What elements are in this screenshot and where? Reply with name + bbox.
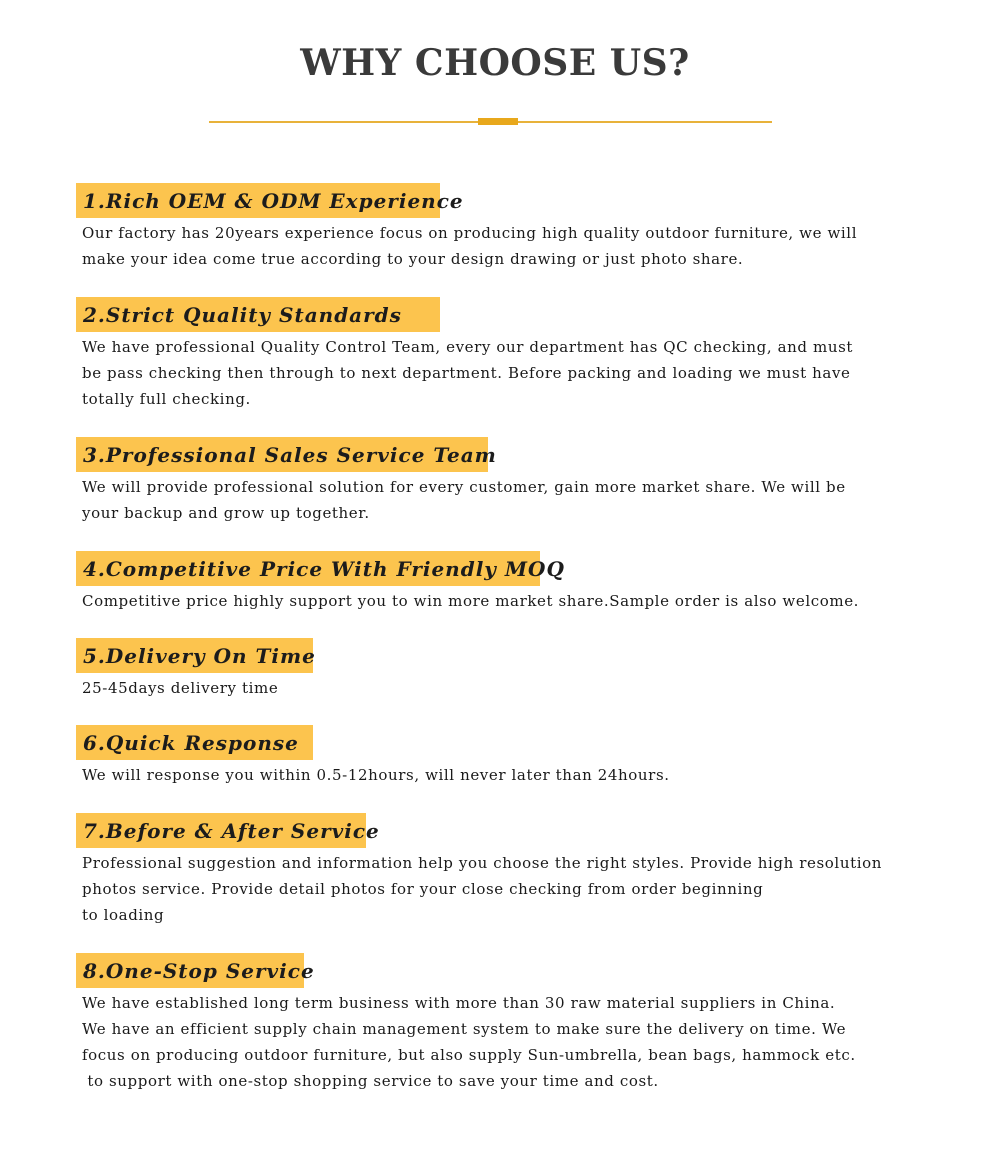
section-body — [82, 675, 313, 701]
page-title: WHY CHOOSE US? — [300, 42, 690, 84]
section-body — [82, 588, 859, 614]
section-body — [82, 474, 846, 526]
body-line: We will provide professional solution for every customer, gain more market share. We will be — [82, 478, 846, 496]
section-heading: 8.One-Stop Service — [76, 953, 304, 988]
section-body — [82, 334, 853, 412]
section-service — [76, 813, 882, 928]
body-line: We have an efficient supply chain management system to make sure the delivery on time. We — [82, 1020, 847, 1038]
section-one-stop — [76, 953, 856, 1094]
section-sales-team — [76, 437, 846, 526]
body-line: 25-45days delivery time — [82, 679, 279, 697]
body-line: to support with one-stop shopping service to save your time and cost. — [82, 1072, 659, 1090]
body-line: focus on producing outdoor furniture, but also supply Sun-umbrella, bean bags, hammock etc. — [82, 1046, 856, 1064]
section-oem-odm — [76, 183, 857, 272]
body-line: your backup and grow up together. — [82, 504, 370, 522]
section-response — [76, 725, 670, 788]
section-price-moq — [76, 551, 859, 614]
section-heading: 5.Delivery On Time — [76, 638, 313, 673]
section-quality — [76, 297, 853, 412]
body-line: We will response you within 0.5-12hours, will never later than 24hours. — [82, 766, 670, 784]
section-body — [82, 990, 856, 1094]
body-line: We have professional Quality Control Team, every our department has QC checking, and must — [82, 338, 854, 356]
section-delivery — [76, 638, 316, 701]
section-heading: 3.Professional Sales Service Team — [76, 437, 488, 472]
body-line: photos service. Provide detail photos for your close checking from order beginning — [82, 880, 764, 898]
body-line: to loading — [82, 906, 165, 924]
body-line: Our factory has 20years experience focus on producing high quality outdoor furniture, we will — [82, 224, 858, 242]
body-line: We have established long term business with more than 30 raw material suppliers in China. — [82, 994, 836, 1012]
body-line: make your idea come true according to your design drawing or just photo share. — [82, 250, 744, 268]
section-heading: 4.Competitive Price With Friendly MOQ — [76, 551, 540, 586]
section-body — [82, 762, 670, 788]
title-divider-accent — [478, 118, 518, 125]
section-heading: 6.Quick Response — [76, 725, 313, 760]
section-body — [82, 220, 857, 272]
body-line: Professional suggestion and information help you choose the right styles. Provide high resolution — [82, 854, 882, 872]
section-heading: 7.Before & After Service — [76, 813, 366, 848]
section-body — [82, 850, 882, 928]
body-line: be pass checking then through to next department. Before packing and loading we must have — [82, 364, 851, 382]
body-line: Competitive price highly support you to win more market share.Sample order is also welcome. — [82, 592, 860, 610]
section-heading: 1.Rich OEM & ODM Experience — [76, 183, 440, 218]
section-heading: 2.Strict Quality Standards — [76, 297, 440, 332]
body-line: totally full checking. — [82, 390, 251, 408]
